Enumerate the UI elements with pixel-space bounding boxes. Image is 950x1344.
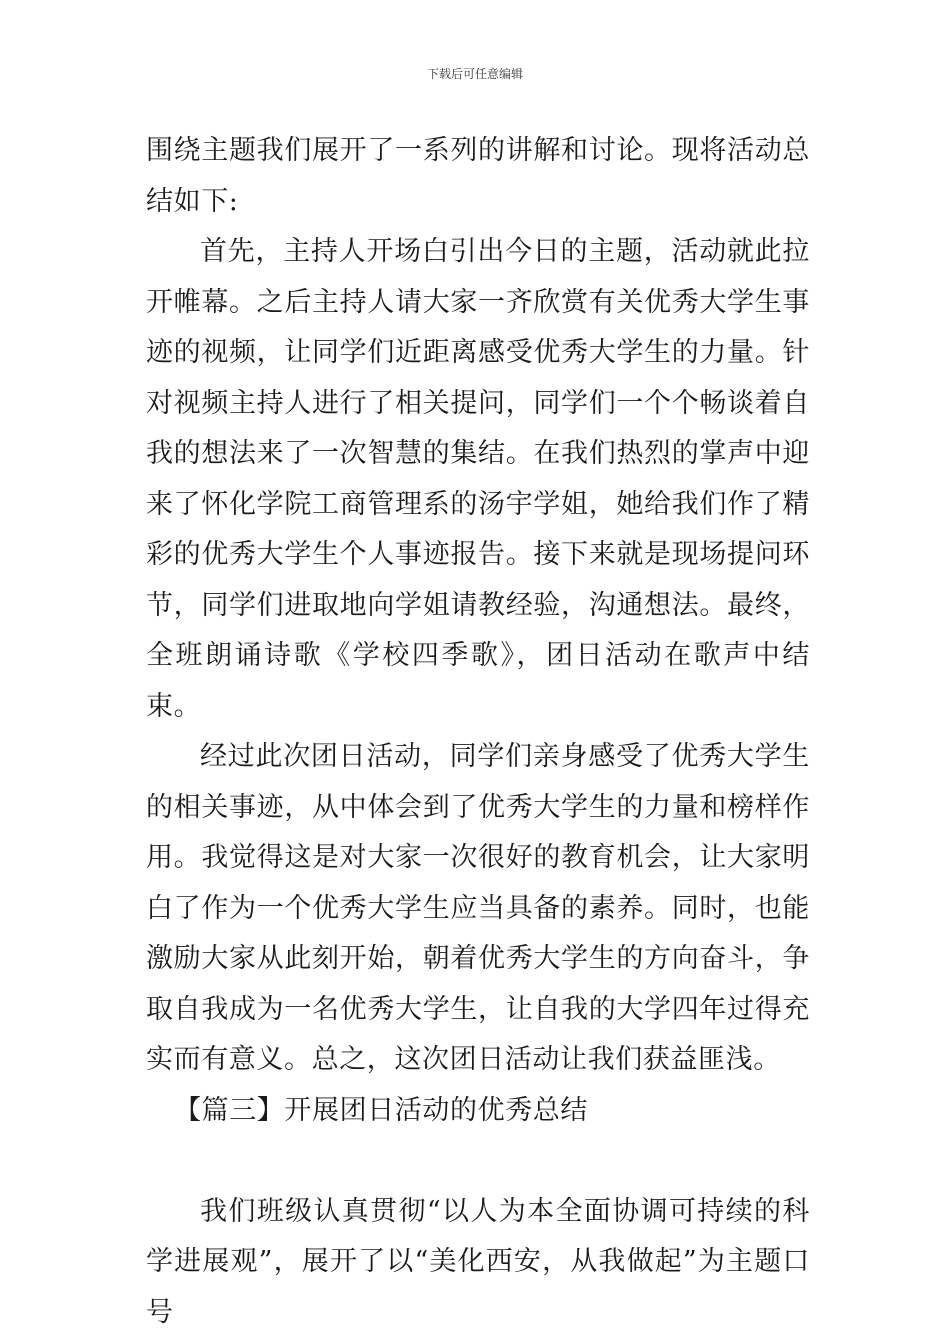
section-heading: 【篇三】开展团日活动的优秀总结	[174, 1094, 588, 1126]
paragraph-activity-process: 首先，主持人开场白引出今日的主题，活动就此拉开帷幕。之后主持人请大家一齐欣赏有关优秀大学生事迹的视频，让同学们近距离感受优秀大学生的力量。针对视频主持人进行了相关提问，同学们一个个畅谈着自我的想法来了一次智慧的集结。在我们热烈的掌声中迎来了怀化学院工商管理系的汤宇学姐，她给我们作了精彩的优秀大学生个人事迹报告。接下来就是现场提问环节，同学们进取地向学姐请教经验，沟通想法。最终，全班朗诵诗歌《学校四季歌》，团日活动在歌声中结束。	[146, 236, 810, 722]
document-body	[146, 126, 810, 1338]
paragraph-activity-reflection: 经过此次团日活动，同学们亲身感受了优秀大学生的相关事迹，从中体会到了优秀大学生的力量和榜样作用。我觉得这是对大家一次很好的教育机会，让大家明白了作为一个优秀大学生应当具备的素养。同时，也能激励大家从此刻开始，朝着优秀大学生的方向奋斗，争取自我成为一名优秀大学生，让自我的大学四年过得充实而有意义。总之，这次团日活动让我们获益匪浅。	[146, 741, 810, 1075]
blank-line	[146, 1136, 810, 1187]
page-header: 下载后可任意编辑	[426, 67, 523, 81]
paragraph-section-three-intro: 我们班级认真贯彻“以人为本全面协调可持续的科学进展观”，展开了以“美化西安，从我做起”为主题口号	[146, 1195, 810, 1328]
paragraph-intro: 围绕主题我们展开了一系列的讲解和讨论。现将活动总结如下:	[146, 135, 810, 217]
